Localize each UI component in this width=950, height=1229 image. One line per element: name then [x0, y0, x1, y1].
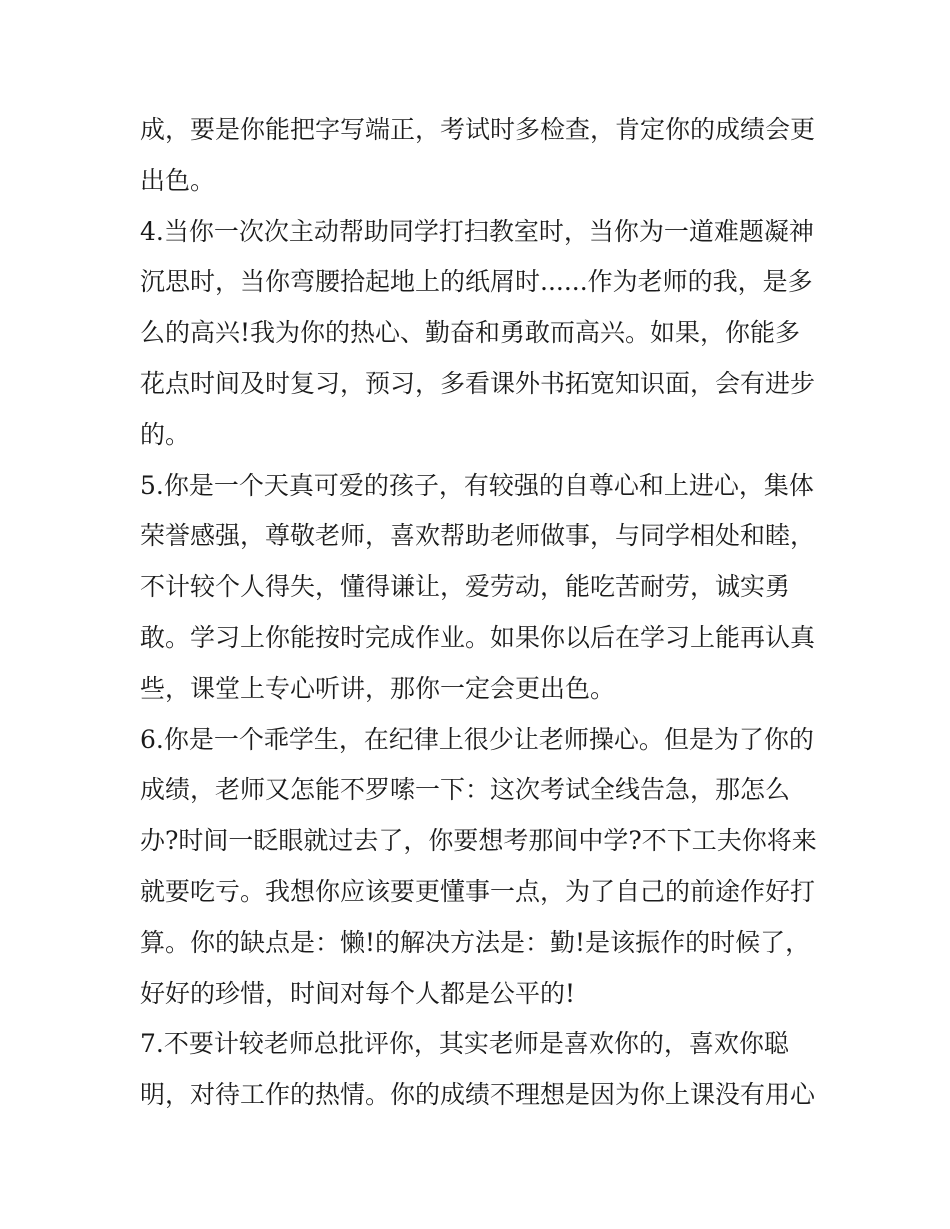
text-line-11: 敢。学习上你能按时完成作业。如果你以后在学习上能再认真 [140, 622, 816, 652]
text-line-5: 么的高兴!我为你的热心、勤奋和勇敢而高兴。如果，你能多 [140, 318, 801, 348]
text-line-15: 办?时间一眨眼就过去了，你要想考那间中学?不下工夫你将来 [140, 826, 817, 856]
text-line-9: 荣誉感强，尊敬老师，喜欢帮助老师做事，与同学相处和睦， [140, 521, 816, 551]
text-line-13: 6.你是一个乖学生，在纪律上很少让老师操心。但是为了你的 [140, 724, 814, 754]
document-body [140, 105, 820, 1121]
text-line-18: 好好的珍惜，时间对每个人都是公平的! [140, 978, 576, 1008]
text-line-7: 的。 [140, 419, 191, 449]
text-line-14: 成绩，老师又怎能不罗嗦一下：这次考试全线告急，那怎么 [140, 775, 791, 805]
text-line-10: 不计较个人得失，懂得谦让，爱劳动，能吃苦耐劳，诚实勇 [140, 572, 791, 602]
text-line-1: 成，要是你能把字写端正，考试时多检查，肯定你的成绩会更 [140, 115, 816, 144]
text-line-16: 就要吃亏。我想你应该要更懂事一点，为了自己的前途作好打 [140, 876, 816, 906]
text-line-8: 5.你是一个天真可爱的孩子，有较强的自尊心和上进心，集体 [140, 470, 814, 500]
text-line-6: 花点时间及时复习，预习，多看课外书拓宽知识面，会有进步 [140, 368, 816, 398]
text-line-4: 沉思时，当你弯腰拾起地上的纸屑时......作为老师的我，是多 [140, 267, 813, 297]
text-line-17: 算。你的缺点是：懒!的解决方法是：勤!是该振作的时候了， [140, 927, 811, 957]
text-line-12: 些，课堂上专心听讲，那你一定会更出色。 [140, 673, 616, 703]
text-line-20: 明，对待工作的热情。你的成绩不理想是因为你上课没有用心 [140, 1080, 816, 1110]
text-line-3: 4.当你一次次主动帮助同学打扫教室时，当你为一道难题凝神 [140, 216, 814, 246]
text-line-19: 7.不要计较老师总批评你，其实老师是喜欢你的，喜欢你聪 [140, 1029, 789, 1059]
text-line-2: 出色。 [140, 165, 216, 195]
